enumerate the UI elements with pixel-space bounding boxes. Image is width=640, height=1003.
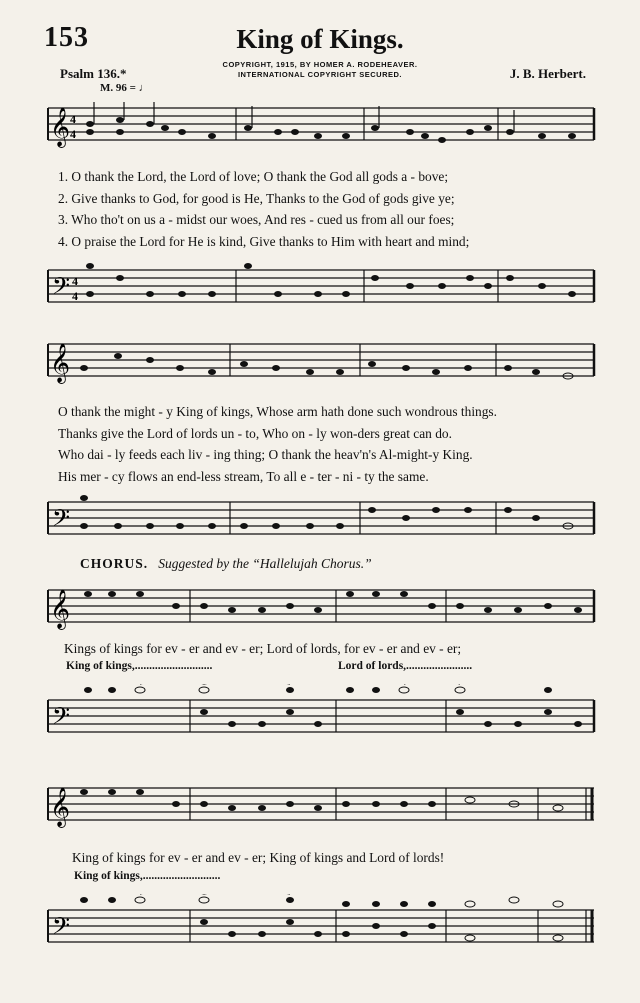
- bass-staff-1: [0, 262, 640, 322]
- svg-text:𝄢: 𝄢: [52, 272, 71, 305]
- verse-line: His mer - cy flows an end-less stream, To all e - ter - ni - ty the same.: [58, 468, 429, 484]
- svg-text:4: 4: [70, 112, 76, 126]
- verse-line: Who dai - ly feeds each liv - ing thing; O thank the heav'n's Al-might-y King.: [58, 447, 473, 462]
- scripture-reference: Psalm 136.*: [60, 66, 127, 81]
- svg-text:4: 4: [72, 289, 78, 303]
- verses-block-a: [58, 166, 469, 252]
- svg-text:𝄞: 𝄞: [50, 343, 71, 383]
- composer-name: J. B. Herbert.: [509, 66, 586, 81]
- svg-text:𝄢: 𝄢: [52, 504, 71, 537]
- bass-staff-2: [0, 494, 640, 554]
- copyright-line-1: COPYRIGHT, 1915, BY HOMER A. RODEHEAVER.: [222, 60, 418, 69]
- treble-staff-1: [0, 102, 640, 162]
- verse-line: 3. Who tho't on us a - midst our woes, And res - cued us from all our foes;: [58, 212, 455, 227]
- verses-block-b: [58, 401, 497, 487]
- chorus-lyric-line-2: King of kings for ev - er and ev - er; King of kings and Lord of lords!: [72, 850, 445, 865]
- svg-text:𝄞: 𝄞: [50, 107, 71, 147]
- chorus-echo-1a: King of kings,...........................: [66, 660, 213, 672]
- bass-staff-4: [0, 894, 640, 960]
- chorus-echo-2: King of kings,...........................: [74, 870, 221, 882]
- treble-staff-2: [0, 338, 640, 398]
- hymn-title: King of Kings.: [236, 24, 404, 54]
- tempo-marking: M. 96 = ♩: [100, 82, 150, 94]
- svg-text:𝄞: 𝄞: [50, 787, 71, 827]
- chorus-lyric-line-1: Kings of kings for ev - er and ev - er; Lord of lords, for ev - er and ev - er;: [64, 641, 462, 656]
- verse-line: 4. O praise the Lord for He is kind, Give thanks to Him with heart and mind;: [58, 233, 470, 249]
- hymn-number: 153: [44, 22, 89, 53]
- chorus-label: CHORUS.: [80, 556, 149, 571]
- verse-line: 1. O thank the Lord, the Lord of love; O thank the God all gods a - bove;: [58, 169, 449, 184]
- bass-staff-3: [0, 684, 640, 750]
- chorus-subtitle: Suggested by the “Hallelujah Chorus.”: [158, 556, 372, 571]
- verse-line: Thanks give the Lord of lords un - to, Who on - ly won-ders great can do.: [58, 425, 452, 441]
- treble-staff-3: [0, 584, 640, 644]
- svg-text:4: 4: [70, 127, 76, 141]
- svg-text:𝄞: 𝄞: [50, 589, 71, 629]
- chorus-heading: [80, 556, 372, 572]
- verse-line: 2. Give thanks to God, for good is He, Thanks to the God of gods give ye;: [58, 190, 455, 206]
- svg-text:4: 4: [72, 274, 78, 288]
- verse-line: O thank the might - y King of kings, Whose arm hath done such wondrous things.: [58, 404, 497, 419]
- svg-text:𝄢: 𝄢: [52, 702, 71, 735]
- svg-text:𝄢: 𝄢: [52, 912, 71, 945]
- chorus-echo-1b: Lord of lords,.......................: [338, 660, 473, 672]
- treble-staff-4: [0, 782, 640, 842]
- copyright-line-2: INTERNATIONAL COPYRIGHT SECURED.: [237, 70, 403, 79]
